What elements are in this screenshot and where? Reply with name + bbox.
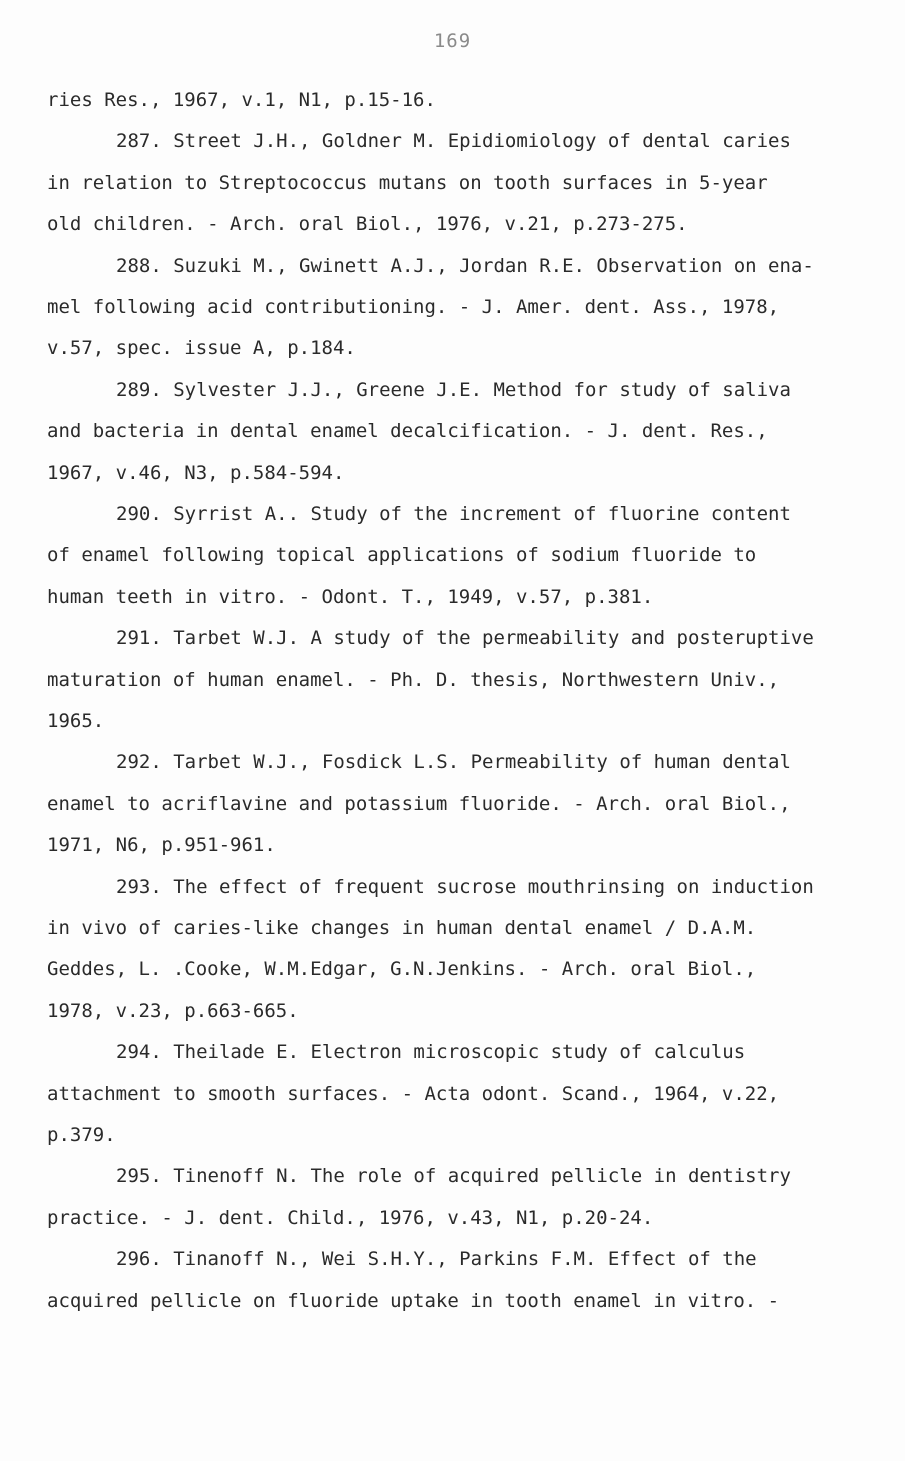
text-line: 1965.: [47, 710, 105, 732]
text-line: 1967, v.46, N3, p.584-594.: [47, 462, 345, 484]
text-line: in relation to Streptococcus mutans on tooth surfaces in 5-year: [47, 172, 768, 194]
text-line: 287. Street J.H., Goldner M. Epidiomiology of dental caries: [116, 130, 791, 152]
text-line: in vivo of caries-like changes in human dental enamel / D.A.M.: [47, 917, 757, 939]
text-line: 291. Tarbet W.J. A study of the permeability and posteruptive: [116, 627, 814, 649]
text-line: 1971, N6, p.951-961.: [47, 834, 276, 856]
text-line: ries Res., 1967, v.1, N1, p.15-16.: [47, 89, 436, 111]
text-line: Geddes, L. .Cooke, W.M.Edgar, G.N.Jenkins. - Arch. oral Biol.,: [47, 958, 757, 980]
text-line: 1978, v.23, p.663-665.: [47, 1000, 299, 1022]
text-line: mel following acid contributioning. - J. Amer. dent. Ass., 1978,: [47, 296, 780, 318]
text-line: maturation of human enamel. - Ph. D. thesis, Northwestern Univ.,: [47, 669, 780, 691]
text-line: 294. Theilade E. Electron microscopic study of calculus: [116, 1041, 746, 1063]
text-line: p.379.: [47, 1124, 116, 1146]
text-line: 292. Tarbet W.J., Fosdick L.S. Permeability of human dental: [116, 751, 791, 773]
text-line: attachment to smooth surfaces. - Acta odont. Scand., 1964, v.22,: [47, 1083, 780, 1105]
text-line: 295. Tinenoff N. The role of acquired pellicle in dentistry: [116, 1165, 791, 1187]
text-line: and bacteria in dental enamel decalcification. - J. dent. Res.,: [47, 420, 768, 442]
text-line: v.57, spec. issue A, p.184.: [47, 337, 356, 359]
text-line: practice. - J. dent. Child., 1976, v.43, N1, p.20-24.: [47, 1207, 654, 1229]
text-line: human teeth in vitro. - Odont. T., 1949, v.57, p.381.: [47, 586, 654, 608]
text-line: 296. Tinanoff N., Wei S.H.Y., Parkins F.M. Effect of the: [116, 1248, 757, 1270]
text-line: 288. Suzuki M., Gwinett A.J., Jordan R.E. Observation on ena-: [116, 255, 814, 277]
text-line: 290. Syrrist A.. Study of the increment of fluorine content: [116, 503, 791, 525]
text-line: 289. Sylvester J.J., Greene J.E. Method for study of saliva: [116, 379, 791, 401]
page-number: 169: [433, 30, 472, 52]
text-line: enamel to acriflavine and potassium fluoride. - Arch. oral Biol.,: [47, 793, 791, 815]
text-line: acquired pellicle on fluoride uptake in tooth enamel in vitro. -: [47, 1290, 780, 1312]
text-line: old children. - Arch. oral Biol., 1976, v.21, p.273-275.: [47, 213, 688, 235]
text-line: 293. The effect of frequent sucrose mouthrinsing on induction: [116, 876, 814, 898]
text-line: of enamel following topical applications of sodium fluoride to: [47, 544, 757, 566]
